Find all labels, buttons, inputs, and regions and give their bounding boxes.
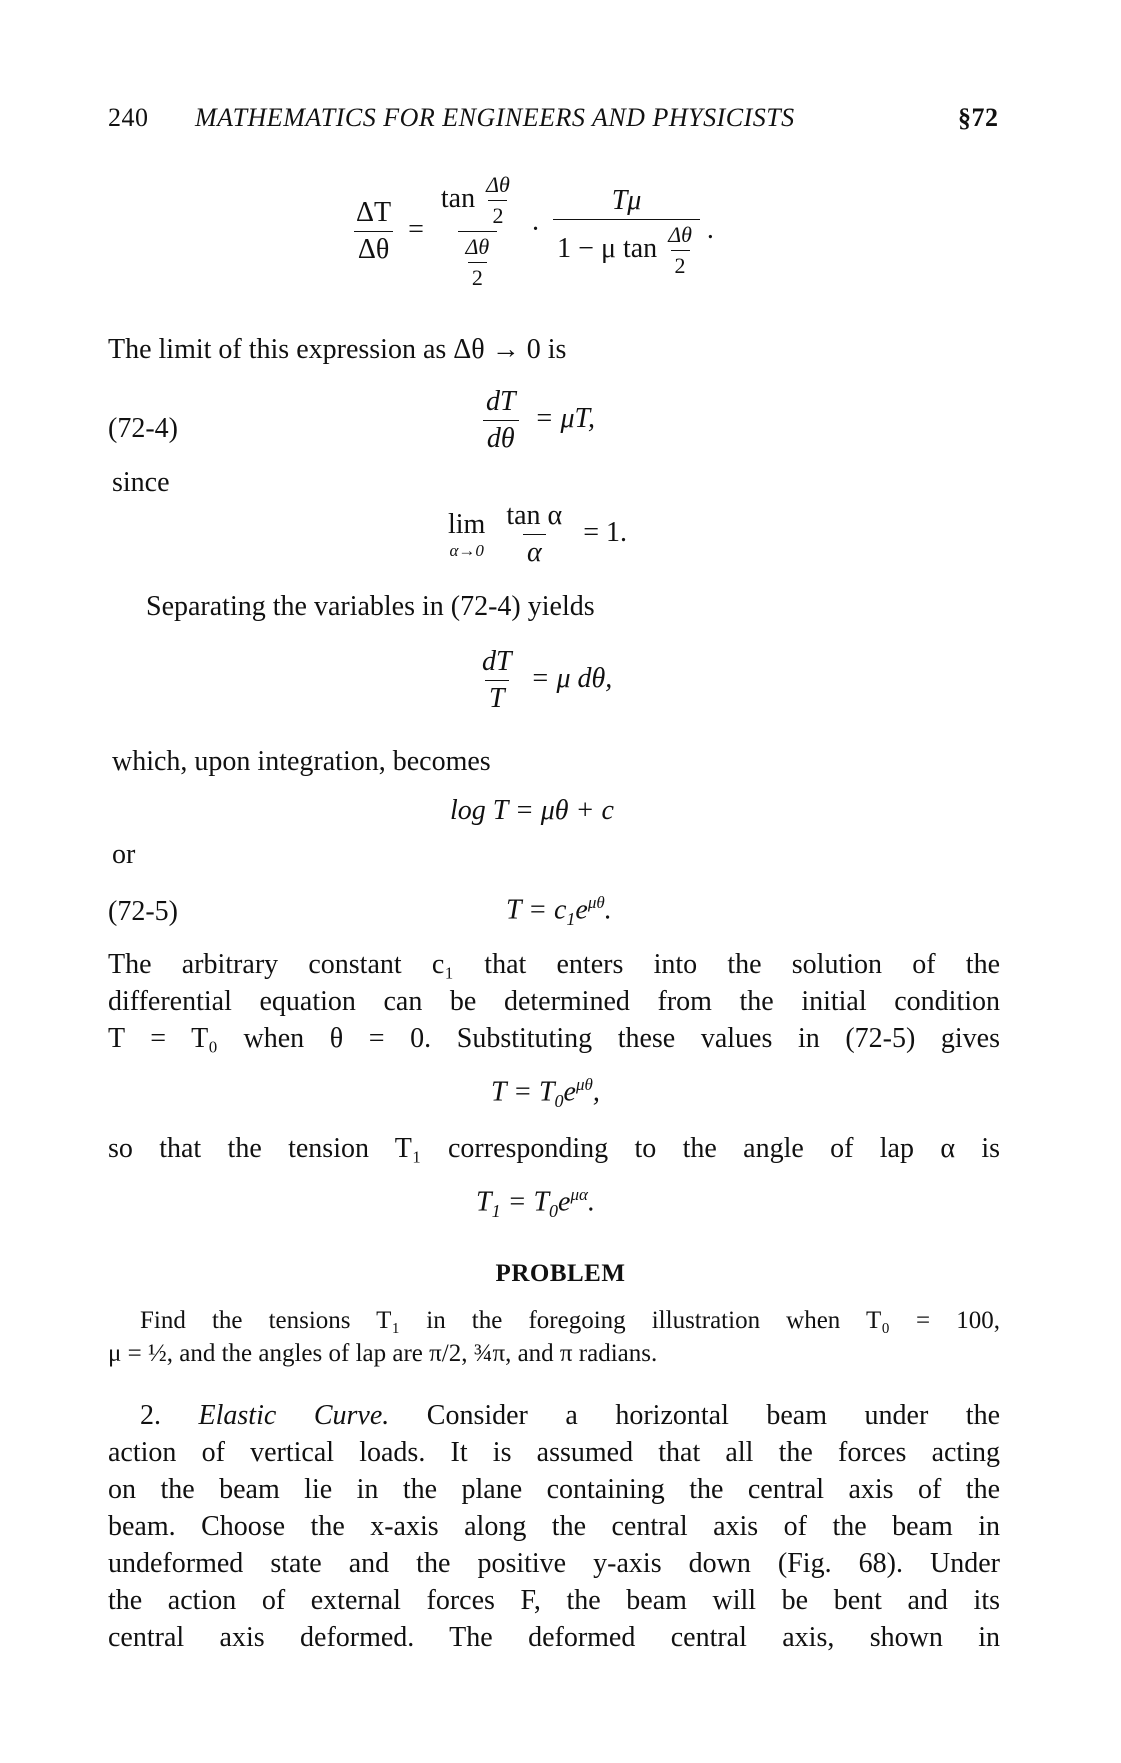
tan-alpha-over-alpha — [502, 500, 566, 569]
separated-equation — [478, 646, 612, 715]
item-title: Elastic Curve. — [198, 1400, 390, 1431]
fraction-denominator: 2 — [468, 262, 487, 291]
fraction-denominator: Δθ — [354, 231, 393, 266]
fraction-numerator: dT — [486, 386, 516, 417]
exponent: μα — [570, 1185, 588, 1204]
item-text: Consider a horizontal beam under the — [426, 1400, 1001, 1431]
equation-rhs: = μT, — [534, 402, 596, 434]
subscript: 0 — [549, 1200, 559, 1221]
delta-t-over-delta-theta — [352, 197, 395, 266]
lim-word: lim — [448, 508, 486, 540]
fraction-numerator: Δθ — [465, 234, 490, 259]
exponential-base: e — [575, 894, 588, 926]
paragraph-line: undeformed state and the positive y-axis down (Fig. 68). Under — [108, 1548, 1000, 1579]
paragraph-line: action of vertical loads. It is assumed that all the forces acting — [108, 1437, 1000, 1468]
tension-friction-ratio — [553, 185, 700, 279]
tension-equation — [476, 1185, 595, 1222]
lim-subscript: α→0 — [449, 540, 484, 560]
fraction-denominator: α — [523, 534, 546, 569]
equation-72-4 — [482, 386, 595, 455]
fraction-numerator: Δθ — [486, 172, 510, 197]
denominator-prefix: 1 − μ tan — [557, 232, 658, 264]
limit-equation — [448, 500, 627, 569]
running-title: MATHEMATICS FOR ENGINEERS AND PHYSICISTS — [195, 103, 795, 132]
exponent: μθ — [587, 893, 605, 912]
problem-line: Find the tensions T₁ in the foregoing illustration when T₀ = 100, — [140, 1307, 1000, 1334]
period: . — [604, 894, 612, 926]
subscript: 1 — [491, 1200, 501, 1221]
fraction-numerator: tan α — [506, 500, 563, 531]
paragraph-line: central axis deformed. The deformed central axis, shown in — [108, 1622, 1000, 1653]
paragraph-line: T = T₀ when θ = 0. Substituting these values in (72-5) gives — [108, 1023, 1000, 1054]
paragraph-line: the action of external forces F, the beam will be bent and its — [108, 1585, 1000, 1616]
equation-middle: = T — [500, 1186, 550, 1218]
exponent: μθ — [575, 1075, 593, 1094]
equation-lhs: T — [476, 1186, 492, 1218]
paragraph-line: beam. Choose the x-axis along the central axis of the beam in — [108, 1511, 1000, 1542]
integration-line: which, upon integration, becomes — [112, 746, 491, 777]
exponential-base: e — [563, 1076, 576, 1108]
initial-condition-equation — [491, 1075, 600, 1112]
exponential-base: e — [558, 1186, 571, 1218]
half-angle — [664, 222, 696, 279]
subscript: 1 — [566, 908, 576, 929]
half-angle — [462, 234, 494, 291]
equals-sign: = — [408, 213, 424, 245]
fraction-numerator — [437, 172, 518, 231]
period: . — [587, 1186, 595, 1218]
fraction-denominator: dθ — [483, 420, 519, 455]
problem-heading: PROBLEM — [495, 1260, 626, 1287]
comma: , — [592, 1076, 600, 1108]
equation-label-72-5: (72-5) — [108, 896, 178, 927]
tension-line: so that the tension T₁ corresponding to the angle of lap α is — [108, 1133, 1000, 1164]
fraction-denominator — [553, 219, 700, 279]
half-angle — [482, 172, 514, 229]
tan-label: tan — [440, 182, 476, 214]
fraction-numerator: Tμ — [611, 184, 642, 216]
since-word: since — [112, 467, 170, 498]
equation-72-5 — [506, 893, 612, 930]
limit-operator — [448, 509, 485, 561]
paragraph-line: differential equation can be determined from the initial condition — [108, 986, 1000, 1017]
paragraph-line: The arbitrary constant c₁ that enters into the solution of the — [108, 949, 1000, 980]
fraction-denominator: 2 — [488, 200, 507, 229]
section-number: §72 — [958, 103, 999, 132]
elastic-curve-intro — [140, 1397, 1000, 1434]
limit-line: The limit of this expression as Δθ → 0 is — [108, 334, 567, 365]
fraction-numerator: dT — [482, 646, 512, 677]
fraction-denominator — [458, 231, 498, 291]
equation-lhs: T = c — [506, 894, 567, 926]
subscript: 0 — [554, 1090, 564, 1111]
fraction-denominator: T — [485, 680, 509, 715]
difference-quotient-equation — [352, 172, 714, 291]
item-number: 2. — [140, 1400, 161, 1431]
fraction-numerator: ΔT — [356, 197, 392, 228]
log-equation: log T = μθ + c — [450, 795, 614, 826]
paragraph-line: on the beam lie in the plane containing the central axis of the — [108, 1474, 1000, 1505]
period: . — [706, 213, 714, 245]
equation-rhs: = 1. — [583, 516, 628, 548]
page-number: 240 — [108, 103, 149, 132]
separating-line: Separating the variables in (72-4) yields — [146, 591, 595, 622]
tan-half-angle-ratio — [437, 172, 518, 291]
multiply-dot: · — [530, 213, 541, 245]
problem-line: μ = ½, and the angles of lap are π/2, ¾π, and π radians. — [108, 1340, 658, 1367]
equation-rhs: = μ dθ, — [530, 662, 613, 694]
or-word: or — [112, 839, 136, 870]
equation-lhs: T = T — [491, 1076, 555, 1108]
dt-dtheta — [482, 386, 520, 455]
fraction-numerator: Δθ — [668, 221, 692, 247]
dt-over-t — [478, 646, 516, 715]
equation-label-72-4: (72-4) — [108, 413, 178, 444]
fraction-denominator: 2 — [671, 250, 690, 279]
